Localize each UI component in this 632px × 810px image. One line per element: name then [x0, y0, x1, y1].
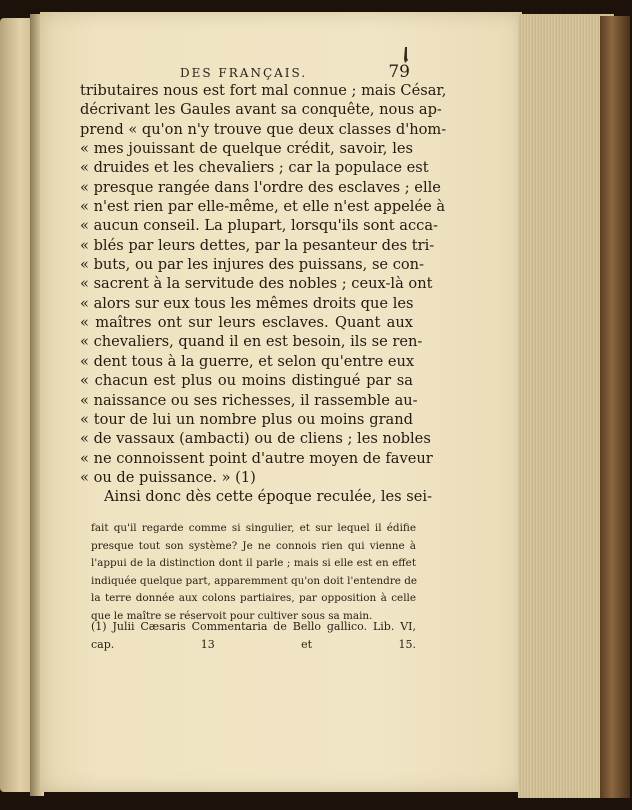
note-line: la terre donnée aux colons partiaires, par opposition à celle	[91, 592, 416, 605]
text-line: « dent tous à la guerre, et selon qu'entre eux	[80, 352, 415, 370]
text-line: « naissance ou ses richesses, il rassemble au-	[80, 391, 418, 409]
text-line: « blés par leurs dettes, par la pesanteur des tri-	[80, 236, 435, 254]
text-line: « de vassaux (ambacti) ou de cliens ; les nobles	[80, 430, 431, 448]
text-line: « sacrent à la servitude des nobles ; ceux-là ont	[80, 275, 433, 293]
text-line: « ne connoissent point d'autre moyen de faveur	[80, 449, 433, 467]
text-line: « maîtres ont sur leurs esclaves. Quant aux	[80, 314, 413, 332]
facing-page-edge	[0, 18, 34, 792]
text-line: « tour de lui un nombre plus ou moins grand	[80, 410, 413, 428]
text-line: tributaires nous est fort mal connue ; mais César,	[80, 82, 447, 99]
text-line: « n'est rien par elle-même, et elle n'est appelée à	[80, 198, 446, 216]
footnote	[91, 618, 416, 653]
text-line: prend « qu'on n'y trouve que deux classes d'hom-	[80, 120, 447, 138]
note-line: presque tout son système? Je ne connois rien qui vienne à	[91, 539, 416, 552]
body-text	[80, 81, 447, 507]
text-line: « alors sur eux tous les mêmes droits que les	[80, 294, 414, 312]
text-line: décrivant les Gaules avant sa conquête, nous ap-	[80, 101, 442, 119]
text-line: « buts, ou par les injures des puissans, se con-	[80, 256, 425, 274]
footnote-line: cap. 13 et 15.	[91, 637, 416, 651]
continued-note	[91, 520, 416, 626]
text-line: « mes jouissant de quelque crédit, savoir, les	[80, 140, 413, 158]
book-cover	[600, 16, 630, 798]
text-line: « ou de puissance. » (1)	[80, 468, 256, 486]
note-line: l'appui de la distinction dont il parle ; mais si elle est en effet	[91, 557, 416, 570]
text-line: « druides et les chevaliers ; car la populace est	[80, 159, 429, 177]
text-line: « chevaliers, quand il en est besoin, ils se ren-	[80, 333, 423, 351]
text-line: Ainsi donc dès cette époque reculée, les sei-	[104, 488, 433, 506]
page-number: 79	[388, 62, 410, 82]
text-line: « presque rangée dans l'ordre des esclaves ; elle	[80, 178, 441, 196]
footnote-line: (1) Julii Cæsaris Commentaria de Bello gallico. Lib. VI,	[91, 620, 416, 633]
running-title: DES FRANÇAIS.	[180, 66, 308, 80]
text-line: « aucun conseil. La plupart, lorsqu'ils sont acca-	[80, 217, 438, 235]
note-line: indiquée quelque part, apparemment qu'on doit l'entendre de	[91, 574, 418, 587]
note-line: que le maître se réservoit pour cultiver sous sa main.	[91, 609, 373, 622]
note-line: fait qu'il regarde comme si singulier, et sur lequel il édifie	[91, 522, 416, 534]
text-line: « chacun est plus ou moins distingué par sa	[80, 372, 413, 390]
